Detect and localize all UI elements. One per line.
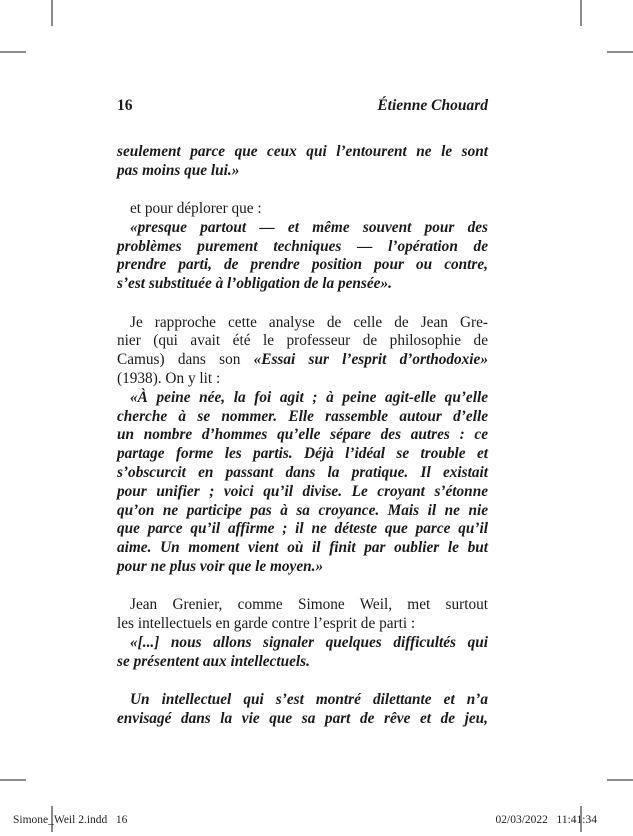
footer-filename: Simone_Weil 2.indd 16: [13, 814, 128, 826]
text-line: Jean Grenier, comme Simone Weil, met surtout: [130, 596, 488, 614]
text-line: et pour déplorer que :: [130, 200, 262, 218]
text-line: «À peine née, la foi agit ; à peine agit-elle qu’elle: [130, 388, 488, 406]
running-title: Étienne Chouard: [377, 97, 488, 114]
text-segment: «Essai sur l’esprit d’orthodoxie»: [253, 351, 488, 369]
text-line: pas moins que lui.»: [117, 161, 240, 179]
text-line: partage forme les partis. Déjà l’idéal se trouble et: [117, 445, 488, 463]
text-line: s’obscurcit en passant dans la pratique. Il existait: [117, 463, 488, 481]
text-line: cherche à se nommer. Elle rassemble autour d’elle: [117, 407, 488, 425]
paragraph: [117, 219, 488, 294]
page-number: 16: [117, 97, 133, 114]
text-line: problèmes purement techniques — l’opération de: [117, 237, 488, 255]
paragraph: [117, 314, 488, 389]
paragraph: [117, 691, 488, 729]
text-line: un nombre d’hommes qu’elle sépare des autres : ce: [117, 426, 488, 444]
text-line: nier (qui avait été le professeur de philosophie de: [117, 332, 488, 350]
text-line: qu’on ne participe pas à sa croyance. Mais il ne nie: [117, 501, 488, 519]
text-line: (1938). On y lit :: [117, 369, 221, 387]
text-line: pour ne plus voir que le moyen.»: [117, 557, 324, 575]
paragraph: [117, 200, 488, 219]
crop-mark-bottom-right-horizontal: [607, 779, 633, 781]
crop-mark-top-left-vertical: [51, 0, 53, 26]
text-segment: Camus) dans son: [117, 351, 254, 369]
text-line: pour unifier ; voici qu’il divise. Le croyant s’étonne: [117, 482, 488, 500]
body-text: [117, 143, 488, 729]
text-line: seulement parce que ceux qui l’entourent ne le sont: [117, 143, 488, 160]
crop-mark-top-left-horizontal: [0, 51, 26, 53]
text-line: que parce qu’il affirme ; il ne déteste que parce qu’il: [117, 520, 488, 538]
text-line: s’est substituée à l’obligation de la pensée».: [117, 275, 392, 293]
paragraph: [117, 389, 488, 577]
paragraph: [117, 634, 488, 672]
text-line: [117, 351, 488, 370]
footer-timestamp: 02/03/2022 11:41:34: [495, 814, 597, 826]
text-line: envisagé dans la vie que sa part de rêve et de jeu,: [117, 709, 488, 727]
text-line: «presque partout — et même souvent pour des: [130, 218, 488, 236]
text-line: Je rapproche cette analyse de celle de Jean Gre-: [130, 313, 488, 331]
paragraph: [117, 596, 488, 634]
paragraph: [117, 143, 488, 181]
text-line: «[...] nous allons signaler quelques difficultés qui: [130, 633, 488, 651]
running-head: [117, 97, 488, 115]
text-line: les intellectuels en garde contre l’esprit de parti :: [117, 615, 416, 633]
text-line: prendre parti, de prendre position pour ou contre,: [117, 256, 488, 274]
crop-mark-top-right-horizontal: [607, 51, 633, 53]
text-line: se présentent aux intellectuels.: [117, 652, 310, 670]
crop-mark-top-right-vertical: [580, 0, 582, 26]
text-line: Un intellectuel qui s’est montré dilettante et n’a: [130, 690, 488, 708]
crop-mark-bottom-left-horizontal: [0, 779, 26, 781]
text-line: aime. Un moment vient où il finit par oublier le but: [117, 539, 488, 557]
